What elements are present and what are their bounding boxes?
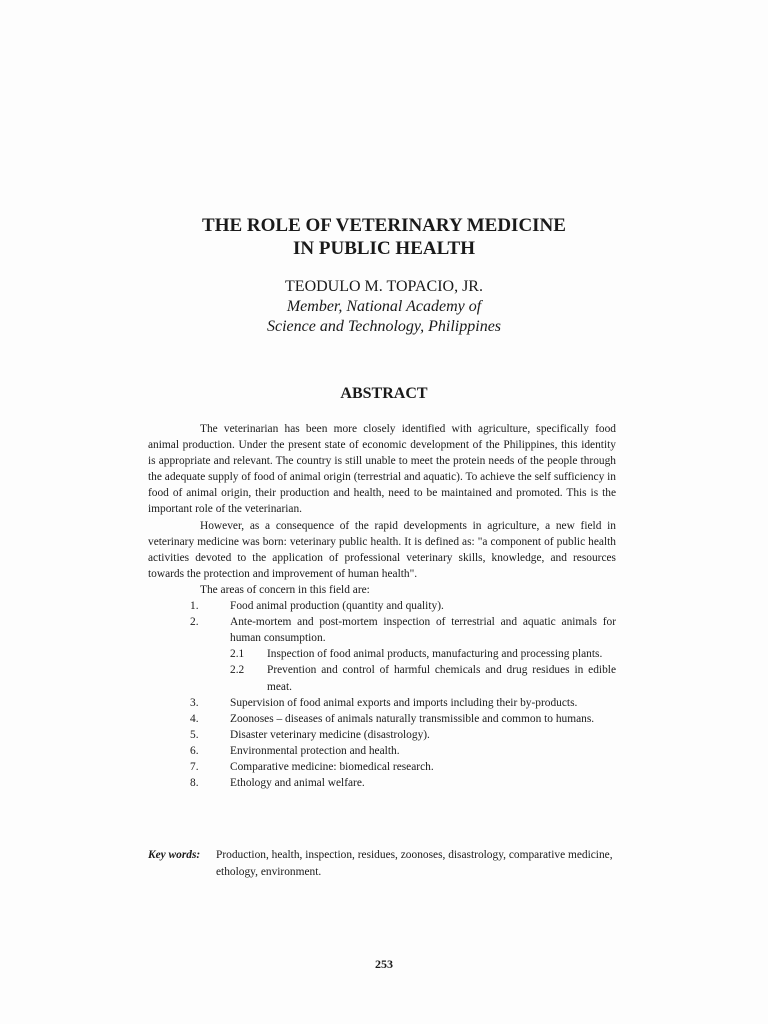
author-affiliation-line-1: Member, National Academy of — [286, 298, 482, 315]
list-item — [148, 759, 616, 775]
keywords-block — [148, 847, 616, 881]
list-item-number: 5. — [190, 728, 199, 741]
list-item-text: Food animal production (quantity and quality). — [230, 600, 444, 613]
author-name: TEODULO M. TOPACIO, JR. — [285, 278, 483, 295]
author-affiliation-line-2: Science and Technology, Philippines — [266, 318, 502, 335]
abstract-heading: ABSTRACT — [340, 385, 428, 402]
keywords-label: Key words: — [148, 849, 201, 861]
author-block — [0, 277, 768, 337]
areas-list — [148, 598, 616, 791]
list-item-number: 7. — [190, 760, 199, 773]
list-item — [148, 727, 616, 743]
list-item-number: 1. — [190, 600, 199, 613]
sub-item-text: Inspection of food animal products, manufacturing and processing plants. — [267, 648, 603, 661]
sub-item-number: 2.2 — [230, 664, 245, 677]
list-item-number: 8. — [190, 777, 199, 790]
sub-item-text: Prevention and control of harmful chemicals and drug residues in edible meat. — [267, 664, 616, 693]
list-item-text: Ante-mortem and post-mortem inspection of terrestrial and aquatic animals for human consumption. — [230, 616, 616, 645]
sub-list-item — [148, 646, 616, 662]
list-item-text: Zoonoses – diseases of animals naturally transmissible and common to humans. — [230, 712, 595, 725]
list-item-text: Supervision of food animal exports and imports including their by-products. — [230, 696, 578, 709]
abstract-body — [148, 421, 616, 791]
list-item-text: Comparative medicine: biomedical research. — [230, 760, 434, 773]
list-item-number: 4. — [190, 712, 199, 725]
sub-list-item — [148, 662, 616, 694]
list-item-text: Disaster veterinary medicine (disastrology). — [230, 728, 430, 741]
list-intro: The areas of concern in this field are: — [200, 583, 370, 596]
abstract-paragraph-2: However, as a consequence of the rapid developments in agriculture, a new field in veterinary medicine was born: veterinary public health. It is defined as: "a component of public health activities devoted to the application of professional veterinary skills, knowledge, and resources towards the protection and improvement of human health". — [148, 519, 616, 580]
list-item — [148, 598, 616, 614]
list-item — [148, 743, 616, 759]
paper-title — [0, 214, 768, 260]
page-number: 253 — [375, 957, 393, 971]
list-item — [148, 614, 616, 646]
list-item — [148, 775, 616, 791]
title-line-2: IN PUBLIC HEALTH — [293, 238, 475, 259]
title-line-1: THE ROLE OF VETERINARY MEDICINE — [202, 215, 566, 236]
list-item-number: 3. — [190, 696, 199, 709]
list-item-text: Ethology and animal welfare. — [230, 777, 365, 790]
list-item — [148, 695, 616, 711]
list-item-text: Environmental protection and health. — [230, 744, 400, 757]
list-item-number: 2. — [190, 616, 199, 629]
sub-item-number: 2.1 — [230, 648, 245, 661]
list-item-number: 6. — [190, 744, 199, 757]
keywords-text: Production, health, inspection, residues, zoonoses, disastrology, comparative medicine, ethology, environment. — [216, 849, 613, 878]
list-item — [148, 711, 616, 727]
abstract-paragraph-1: The veterinarian has been more closely identified with agriculture, specifically food animal production. Under the present state of economic development of the Philippines, this identity is appropriate and relevant. The country is still unable to meet the protein needs of the people through the adequate supply of food of animal origin (terrestrial and aquatic). To achieve the self sufficiency in food of animal origin, their production and health, need to be maintained and promoted. This is the important role of the veterinarian. — [148, 423, 616, 516]
